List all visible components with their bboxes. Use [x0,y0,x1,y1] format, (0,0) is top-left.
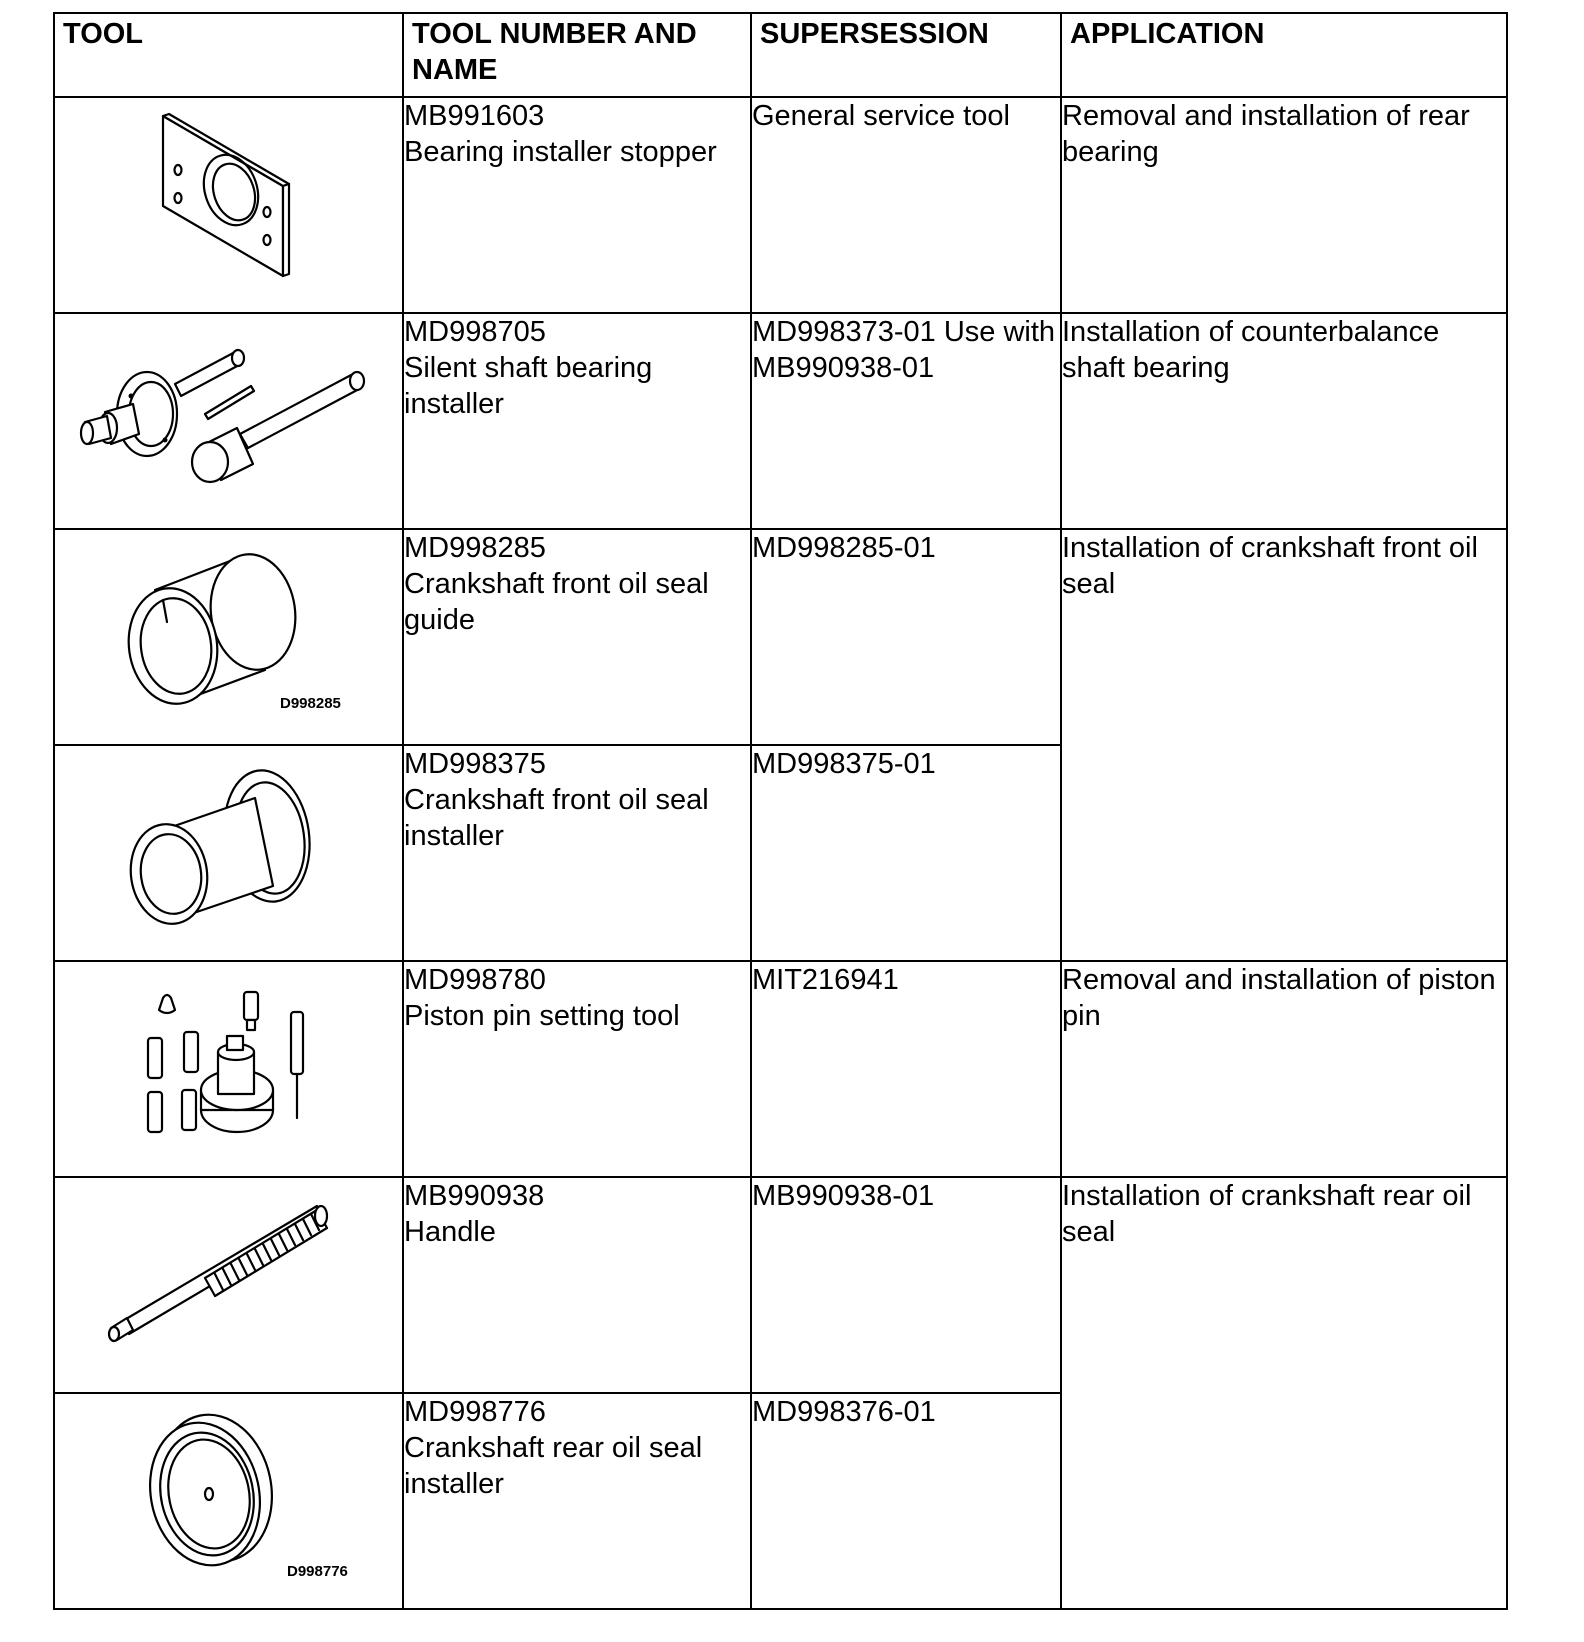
supersession-cell: MD998373-01 Use with MB990938-01 [751,313,1061,529]
table-row [54,313,1507,529]
rear-oil-seal-installer-icon [55,1394,404,1608]
tool-name: Silent shaft bearing installer [404,352,653,420]
supersession-cell: MIT216941 [751,961,1061,1177]
tool-name: Handle [404,1216,496,1248]
tool-image-cell [54,529,403,745]
supersession-cell: MD998375-01 [751,745,1061,961]
header-supersession: SUPERSESSION [751,13,1061,97]
header-tool: TOOL [54,13,403,97]
application-cell: Removal and installation of rear bearing [1061,97,1507,313]
tool-name: Piston pin setting tool [404,1000,680,1032]
oil-seal-installer-icon [55,746,404,960]
supersession-cell: MD998376-01 [751,1393,1061,1609]
header-row [54,13,1507,97]
silent-shaft-installer-icon [55,314,404,528]
tool-number: MD998776 [404,1396,546,1428]
tool-image-cell [54,1393,403,1609]
handle-icon [55,1178,404,1392]
table-row [54,961,1507,1177]
supersession-cell: General service tool [751,97,1061,313]
tool-number-name-cell [403,97,751,313]
piston-pin-tool-set-icon [55,962,404,1176]
tool-number: MD998375 [404,748,546,780]
application-cell: Installation of counterbalance shaft bearing [1061,313,1507,529]
tool-number: MD998705 [404,316,546,348]
table-row [54,97,1507,313]
tool-image-cell [54,97,403,313]
image-label: D998285 [280,695,341,712]
tool-image-cell [54,1177,403,1393]
header-application: APPLICATION [1061,13,1507,97]
tool-number: MB990938 [404,1180,545,1212]
table-row [54,529,1507,745]
tool-number-name-cell [403,1393,751,1609]
supersession-cell: MD998285-01 [751,529,1061,745]
special-tools-table [53,12,1508,1610]
header-tool-number-name: TOOL NUMBER AND NAME [403,13,751,97]
tool-number: MB991603 [404,100,545,132]
image-label: D998776 [287,1563,348,1580]
tool-number: MD998285 [404,532,546,564]
tool-number-name-cell [403,961,751,1177]
tool-number-name-cell [403,313,751,529]
tool-name: Crankshaft front oil seal installer [404,784,709,852]
tool-image-cell [54,313,403,529]
application-cell: Installation of crankshaft rear oil seal [1061,1177,1507,1609]
application-cell: Removal and installation of piston pin [1061,961,1507,1177]
bearing-stopper-plate-icon [55,98,404,312]
table-row [54,1177,1507,1393]
supersession-cell: MB990938-01 [751,1177,1061,1393]
tool-name: Crankshaft rear oil seal installer [404,1432,703,1500]
tool-number-name-cell [403,529,751,745]
tool-number-name-cell [403,1177,751,1393]
tool-image-cell [54,961,403,1177]
tool-name: Crankshaft front oil seal guide [404,568,709,636]
application-cell: Installation of crankshaft front oil seal [1061,529,1507,961]
tool-name: Bearing installer stopper [404,136,717,168]
tool-image-cell [54,745,403,961]
tool-number-name-cell [403,745,751,961]
oil-seal-guide-icon [55,530,404,744]
tool-number: MD998780 [404,964,546,996]
